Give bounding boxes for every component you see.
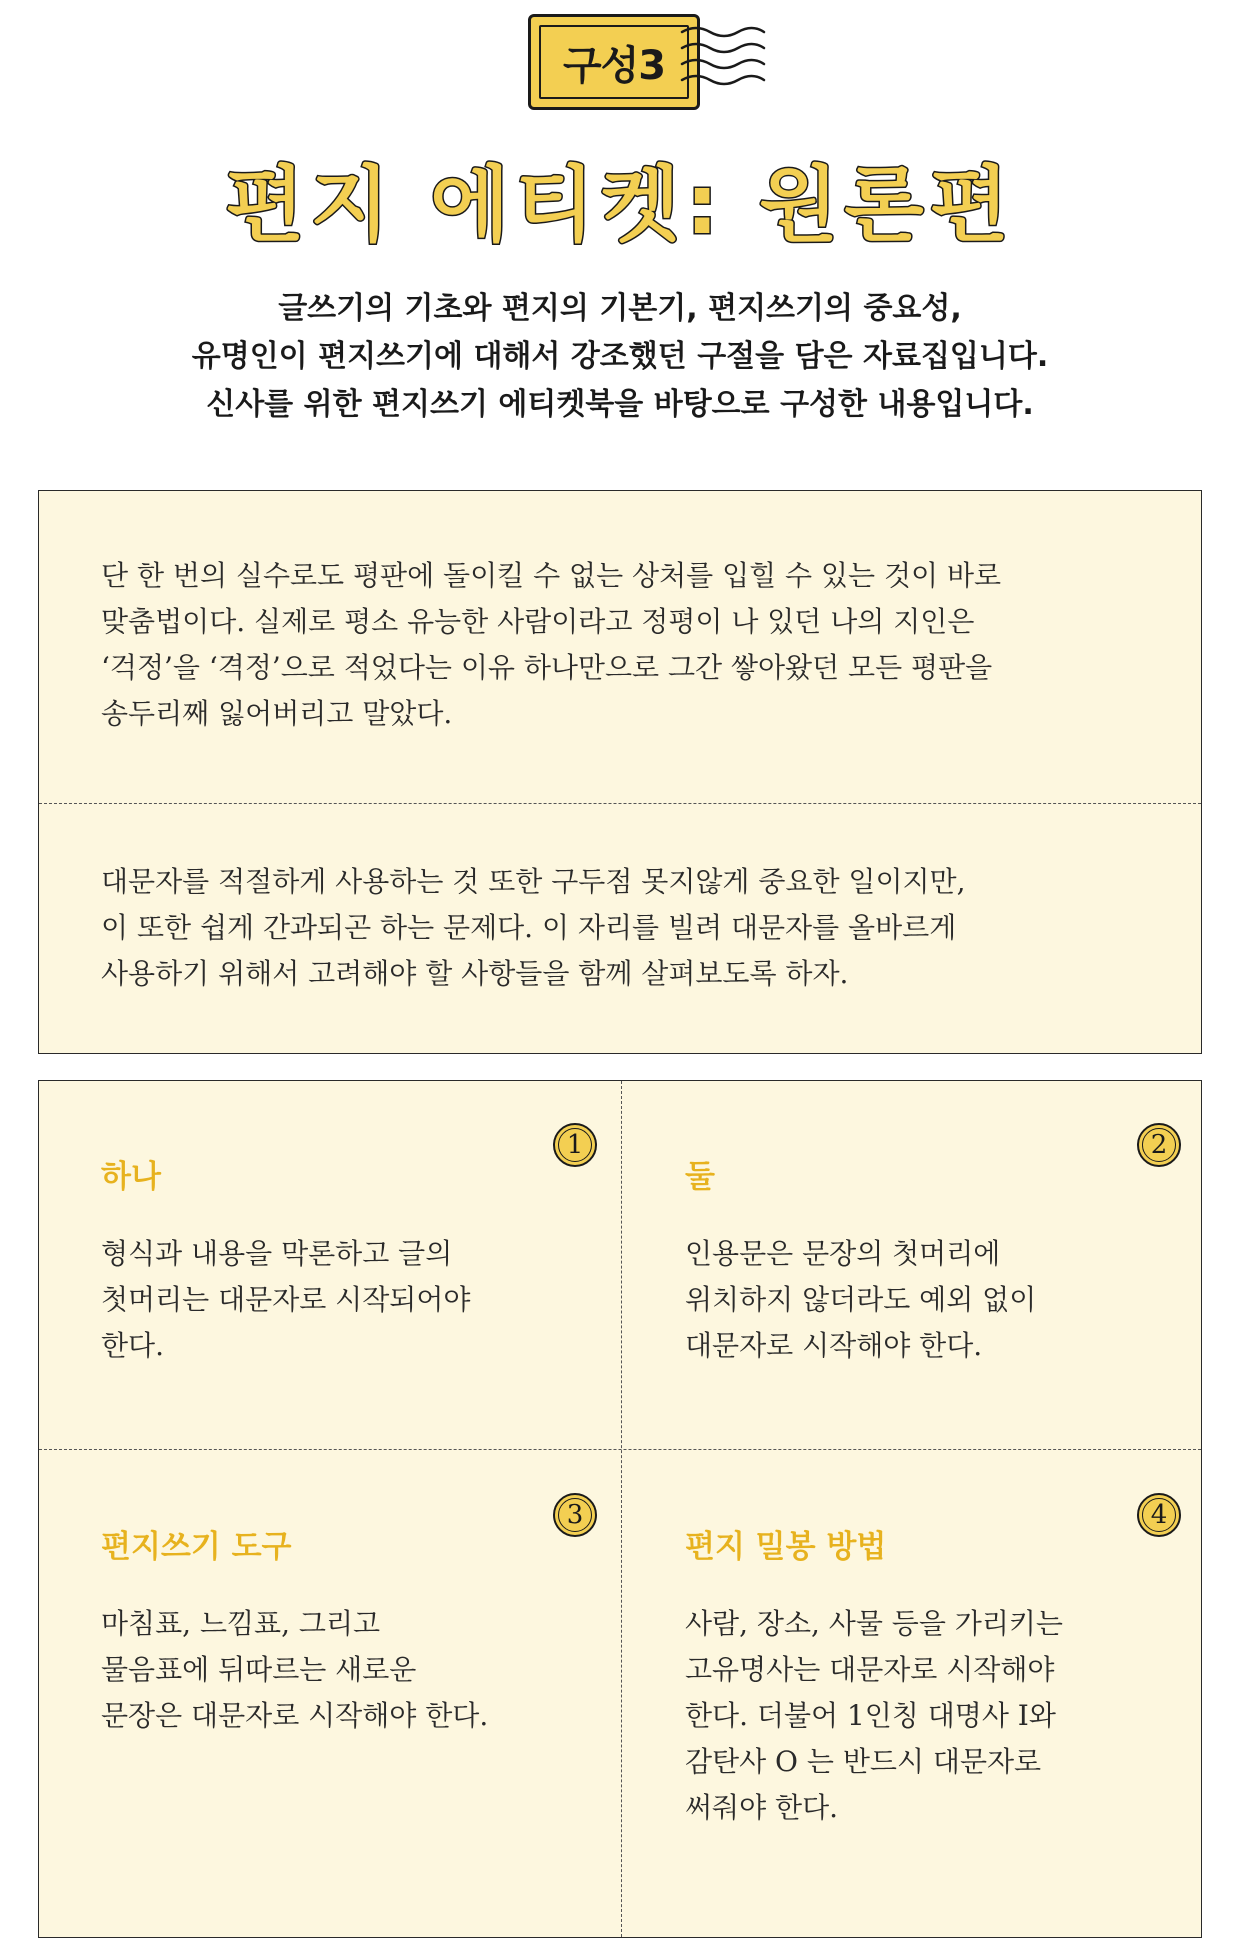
paragraph-line: 단 한 번의 실수로도 평판에 돌이킬 수 없는 상처를 입힐 수 있는 것이 바로 — [101, 559, 1002, 592]
rule-title: 둘 — [685, 1159, 715, 1195]
postmark-wave-icon — [678, 22, 768, 102]
rule-line: 한다. 더불어 1인칭 대명사 I와 — [685, 1699, 1056, 1732]
rule-line: 인용문은 문장의 첫머리에 — [685, 1237, 1001, 1270]
intro-line: 글쓰기의 기초와 편지의 기본기, 편지쓰기의 중요성, — [278, 291, 962, 326]
stamp-label: 구성3 — [562, 42, 666, 89]
rule-line: 고유명사는 대문자로 시작해야 — [685, 1653, 1055, 1686]
rule-body — [685, 1231, 1036, 1369]
rule-line: 대문자로 시작해야 한다. — [685, 1329, 983, 1362]
paragraph-line: ‘걱정’을 ‘격정’으로 적었다는 이유 하나만으로 그간 쌓아왔던 모든 평판을 — [101, 651, 993, 684]
stamp-badge — [528, 14, 768, 124]
paragraph-capitalization — [101, 859, 1161, 997]
number-3-icon: 3 — [553, 1493, 597, 1537]
rule-line: 위치하지 않더라도 예외 없이 — [685, 1283, 1037, 1316]
number-4-icon: 4 — [1137, 1493, 1181, 1537]
rule-line: 형식과 내용을 막론하고 글의 — [101, 1237, 453, 1270]
rule-line: 써줘야 한다. — [685, 1791, 839, 1824]
rule-body — [101, 1231, 470, 1369]
rule-title: 편지 밀봉 방법 — [685, 1529, 887, 1565]
rule-line: 문장은 대문자로 시작해야 한다. — [101, 1699, 489, 1732]
rule-line: 사람, 장소, 사물 등을 가리키는 — [685, 1607, 1063, 1640]
intro-line: 유명인이 편지쓰기에 대해서 강조했던 구절을 담은 자료집입니다. — [191, 339, 1049, 374]
dashed-divider — [39, 1449, 1201, 1450]
paragraph-line: 이 또한 쉽게 간과되곤 하는 문제다. 이 자리를 빌려 대문자를 올바르게 — [101, 911, 957, 944]
paragraph-line: 맞춤법이다. 실제로 평소 유능한 사람이라고 정평이 나 있던 나의 지인은 — [101, 605, 975, 638]
paragraph-line: 사용하기 위해서 고려해야 할 사항들을 함께 살펴보도록 하자. — [101, 957, 849, 990]
rule-line: 마침표, 느낌표, 그리고 — [101, 1607, 381, 1640]
rule-line: 한다. — [101, 1329, 164, 1362]
paragraph-line: 송두리째 잃어버리고 말았다. — [101, 697, 453, 730]
rule-title: 하나 — [101, 1159, 161, 1195]
rule-line: 물음표에 뒤따르는 새로운 — [101, 1653, 417, 1686]
rule-line: 첫머리는 대문자로 시작되어야 — [101, 1283, 471, 1316]
number-1-icon: 1 — [553, 1123, 597, 1167]
dashed-divider-vertical — [621, 1081, 622, 1937]
rule-line: 감탄사 O 는 반드시 대문자로 — [685, 1745, 1042, 1778]
rule-body — [101, 1601, 488, 1739]
intro-text — [0, 285, 1240, 429]
number-2-icon: 2 — [1137, 1123, 1181, 1167]
dashed-divider — [39, 803, 1201, 804]
intro-line: 신사를 위한 편지쓰기 에티켓북을 바탕으로 구성한 내용입니다. — [206, 387, 1034, 422]
rule-body — [685, 1601, 1063, 1831]
intro-paper-panel — [38, 490, 1202, 1054]
rules-grid-panel — [38, 1080, 1202, 1938]
rule-title: 편지쓰기 도구 — [101, 1529, 292, 1565]
page-title: 편지 에티켓: 원론편 — [225, 158, 1015, 253]
paragraph-line: 대문자를 적절하게 사용하는 것 또한 구두점 못지않게 중요한 일이지만, — [101, 865, 966, 898]
paragraph-spelling — [101, 553, 1161, 737]
